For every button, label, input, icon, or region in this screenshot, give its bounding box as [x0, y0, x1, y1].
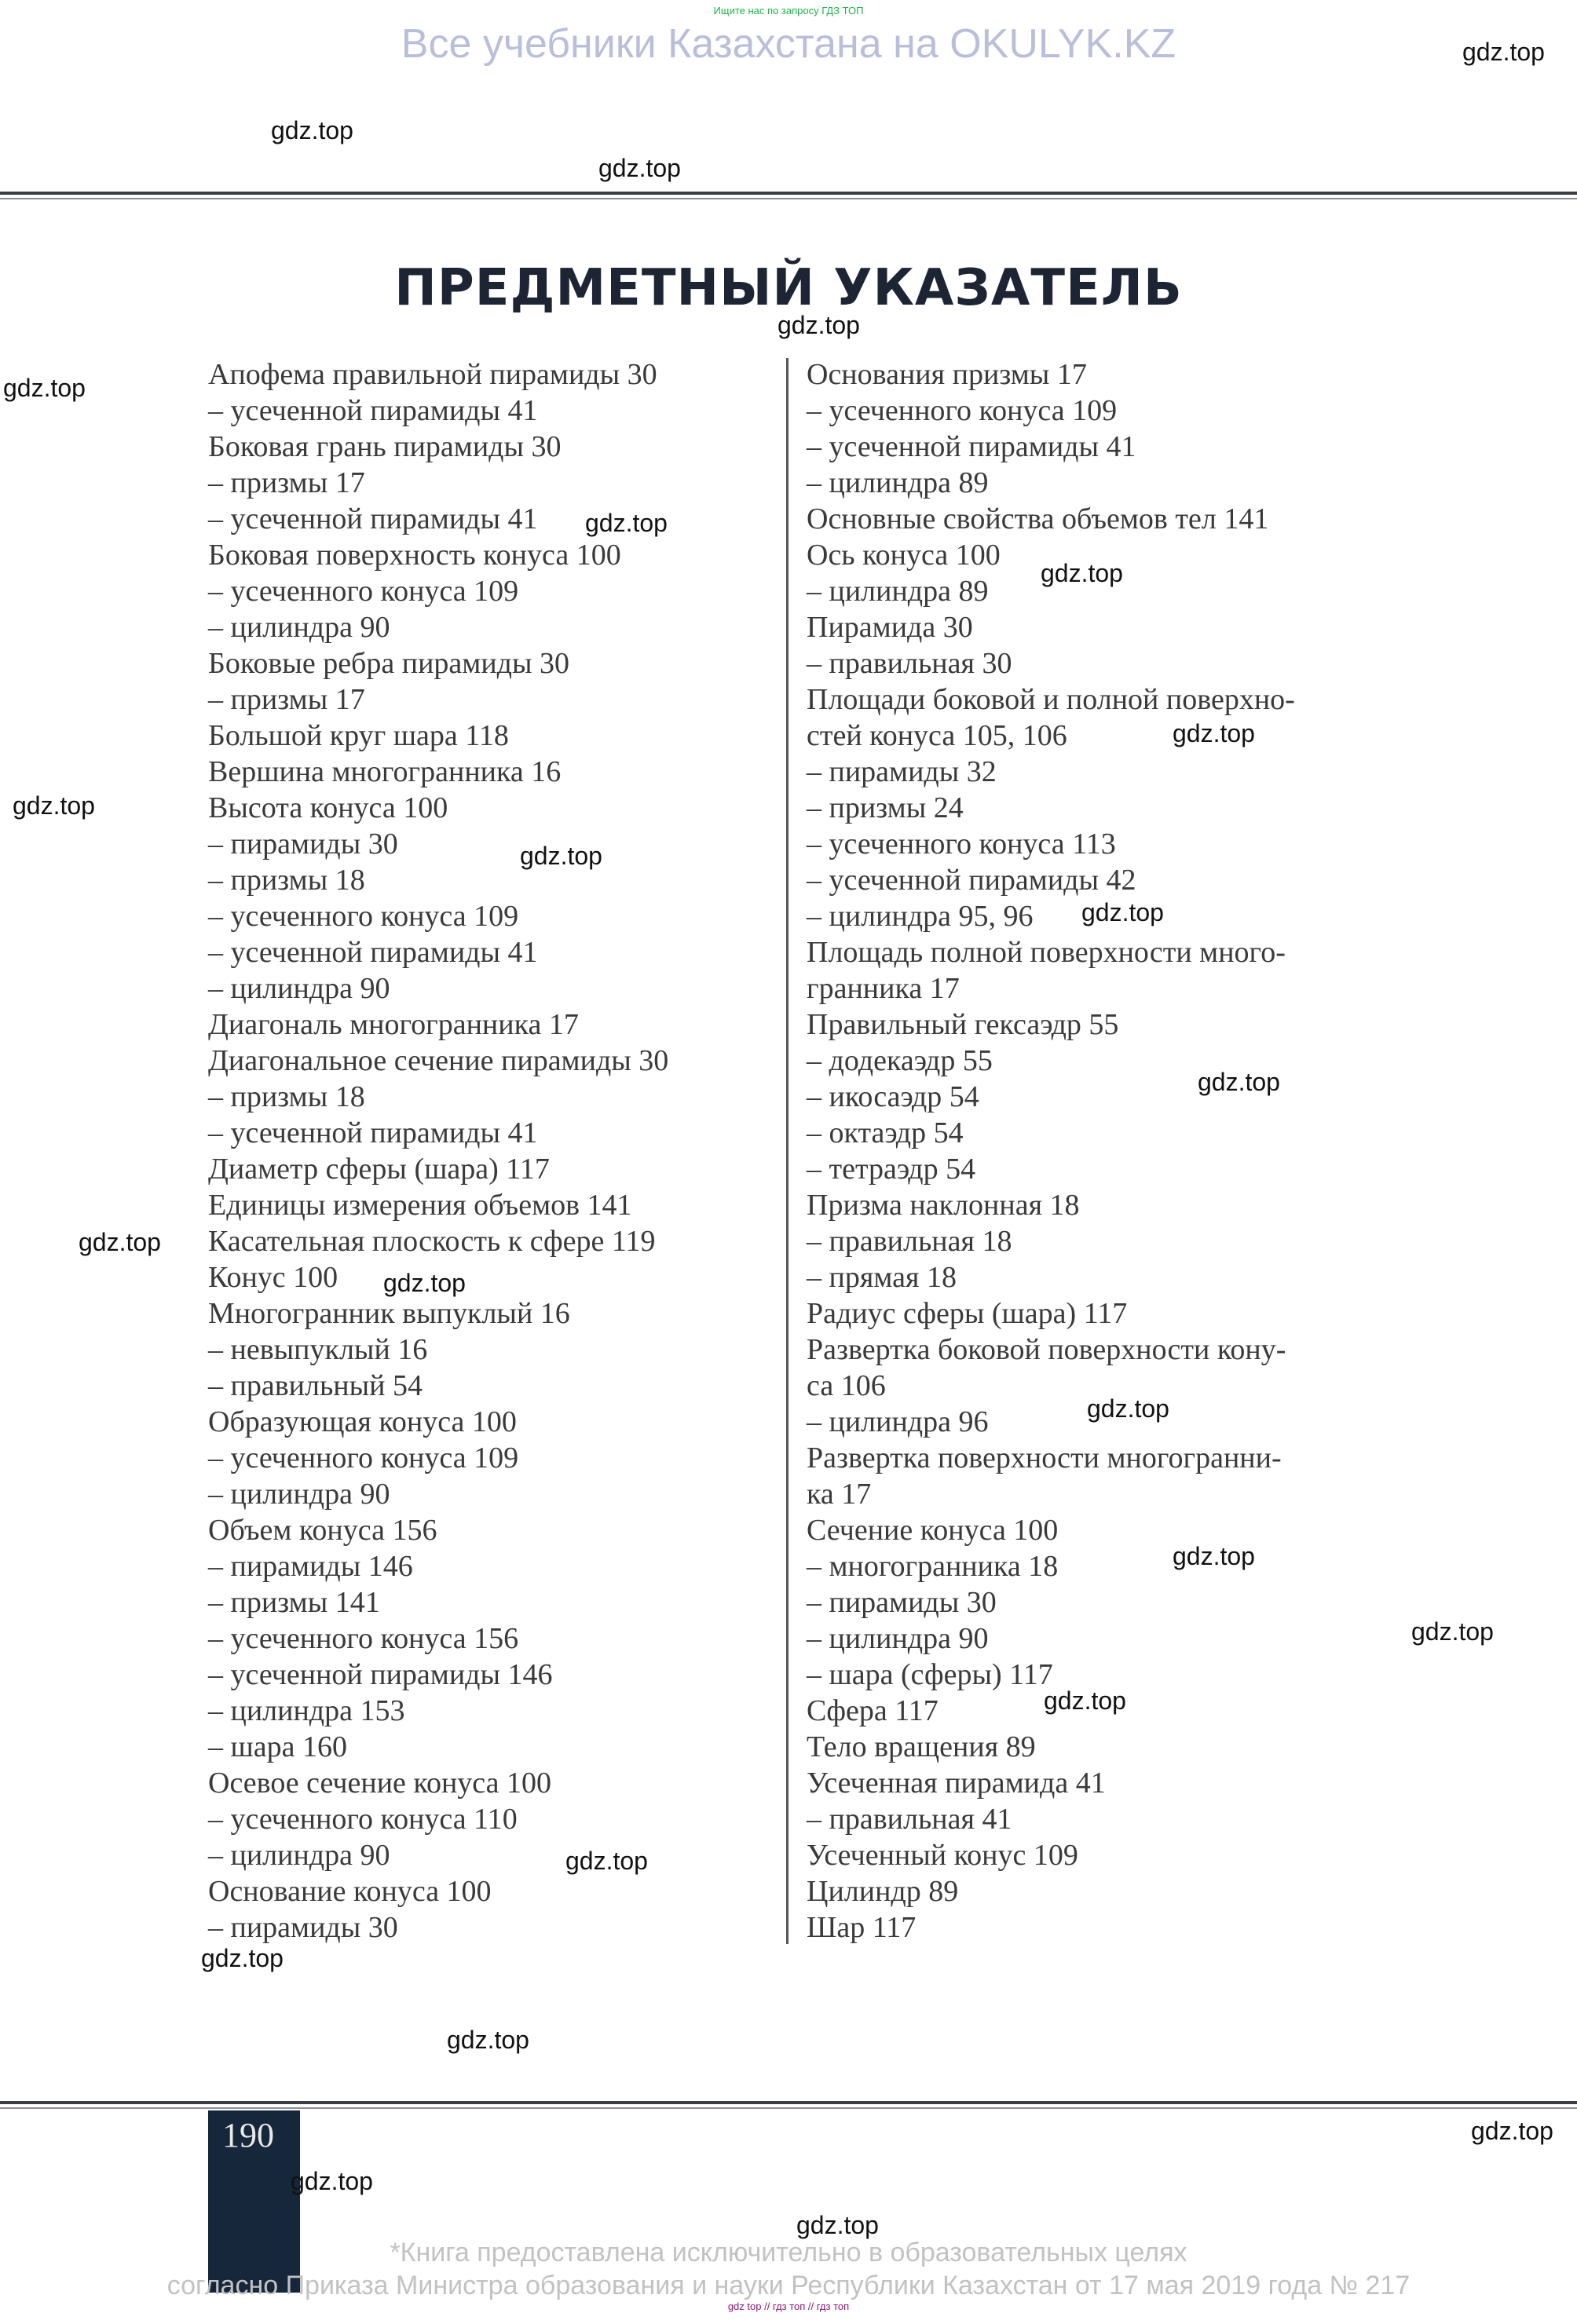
- index-entry: – октаэдр 54: [807, 1116, 964, 1149]
- index-entry: – призмы 141: [208, 1586, 380, 1619]
- watermark: gdz.top: [778, 311, 860, 339]
- index-entry: – пирамиды 146: [208, 1550, 413, 1583]
- index-entry: Усеченный конус 109: [807, 1839, 1078, 1872]
- index-entry: – пирамиды 32: [807, 755, 997, 788]
- watermark: gdz.top: [1411, 1617, 1494, 1646]
- index-entry: – призмы 17: [208, 683, 365, 716]
- index-entry: Образующая конуса 100: [208, 1405, 517, 1438]
- index-entry: – усеченного конуса 110: [208, 1803, 518, 1836]
- index-entry: – цилиндра 90: [208, 611, 390, 644]
- watermark: gdz.top: [598, 154, 681, 182]
- footer-disclaimer-line1: *Книга предоставлена исключительно в образовательных целях: [390, 2238, 1187, 2267]
- index-entry: – цилиндра 95, 96: [807, 900, 1034, 933]
- watermark: gdz.top: [585, 509, 668, 537]
- index-entry: Осевое сечение конуса 100: [208, 1767, 551, 1800]
- index-entry: – усеченного конуса 156: [208, 1622, 519, 1655]
- index-entry: Объем конуса 156: [208, 1514, 437, 1547]
- index-entry: ка 17: [807, 1478, 872, 1511]
- index-entry: – цилиндра 90: [208, 1839, 390, 1872]
- index-entry: Вершина многогранника 16: [208, 755, 562, 788]
- index-entry: Боковая поверхность конуса 100: [208, 539, 621, 572]
- index-entry: – усеченной пирамиды 41: [807, 430, 1136, 463]
- watermark: gdz.top: [447, 2026, 529, 2054]
- watermark: gdz.top: [1471, 2117, 1553, 2145]
- index-entry: – усеченного конуса 109: [208, 1442, 519, 1474]
- watermark: gdz.top: [1173, 1542, 1255, 1570]
- index-entry: – пирамиды 30: [208, 828, 398, 861]
- index-entry: Апофема правильной пирамиды 30: [208, 358, 657, 391]
- top-rule-thin: [0, 198, 1577, 199]
- watermark: gdz.top: [1081, 898, 1164, 926]
- footer-disclaimer-line2: согласно Приказа Министра образования и науки Республики Казахстан от 17 мая 2019 года № 217: [166, 2271, 1411, 2300]
- index-entry: – усеченной пирамиды 41: [208, 502, 538, 535]
- index-entry: – пирамиды 30: [208, 1911, 398, 1944]
- index-entry: – призмы 24: [807, 791, 964, 824]
- index-entry: – усеченной пирамиды 41: [208, 394, 538, 427]
- index-entry: Единицы измерения объемов 141: [208, 1189, 632, 1222]
- index-entry: са 106: [807, 1369, 886, 1402]
- index-entry: – призмы 17: [208, 466, 365, 499]
- index-entry: – призмы 18: [208, 1080, 365, 1113]
- index-entry: – шара 160: [208, 1730, 347, 1763]
- watermark: gdz.top: [3, 374, 86, 402]
- index-entry: – усеченного конуса 113: [807, 828, 1116, 861]
- index-entry: – призмы 18: [208, 864, 365, 897]
- index-entry: Основные свойства объемов тел 141: [807, 502, 1269, 535]
- watermark: gdz.top: [1198, 1068, 1280, 1096]
- index-entry: Призма наклонная 18: [807, 1189, 1080, 1222]
- index-entry: – пирамиды 30: [807, 1586, 997, 1619]
- page-title: ПРЕДМЕТНЫЙ УКАЗАТЕЛЬ: [394, 259, 1183, 317]
- watermark: gdz.top: [1462, 38, 1545, 66]
- watermark: gdz.top: [79, 1228, 161, 1256]
- index-entry: – правильный 54: [208, 1369, 423, 1402]
- watermark: gdz.top: [1173, 719, 1255, 747]
- index-entry: Ось конуса 100: [807, 539, 1001, 572]
- page-number: 190: [222, 2116, 274, 2154]
- index-entry: – правильная 30: [807, 647, 1012, 680]
- index-entry: – усеченной пирамиды 42: [807, 864, 1136, 897]
- footer-links[interactable]: gdz top // гдз топ // гдз топ: [727, 2300, 850, 2312]
- index-entry: – шара (сферы) 117: [807, 1658, 1053, 1691]
- watermark: gdz.top: [520, 842, 602, 870]
- index-entry: Развертка боковой поверхности кону-: [807, 1333, 1286, 1366]
- watermark: gdz.top: [383, 1269, 466, 1297]
- index-entry: Тело вращения 89: [807, 1730, 1036, 1763]
- index-entry: – тетраэдр 54: [807, 1153, 976, 1186]
- watermark: gdz.top: [201, 1944, 284, 1972]
- index-entry: – додекаэдр 55: [807, 1044, 993, 1077]
- index-entry: – усеченной пирамиды 41: [208, 1116, 538, 1149]
- index-entry: Сфера 117: [807, 1694, 939, 1727]
- watermark: gdz.top: [1087, 1394, 1169, 1423]
- index-entry: Диагональ многогранника 17: [208, 1008, 579, 1041]
- index-left-column: [208, 356, 774, 1946]
- index-entry: – цилиндра 89: [807, 466, 989, 499]
- column-divider: [786, 358, 788, 1944]
- index-entry: гранника 17: [807, 972, 960, 1005]
- index-entry: Площади боковой и полной поверхно-: [807, 683, 1295, 716]
- index-entry: Радиус сферы (шара) 117: [807, 1297, 1128, 1330]
- index-entry: Высота конуса 100: [208, 791, 448, 824]
- bottom-rule-thin: [0, 2107, 1577, 2109]
- bottom-rule: [0, 2101, 1577, 2104]
- index-entry: Диагональное сечение пирамиды 30: [208, 1044, 669, 1077]
- index-entry: – усеченной пирамиды 41: [208, 936, 538, 969]
- index-entry: Касательная плоскость к сфере 119: [208, 1225, 656, 1258]
- top-search-note: Ищите нас по запросу ГДЗ ТОП: [713, 5, 864, 16]
- index-entry: Боковая грань пирамиды 30: [208, 430, 562, 463]
- index-entry: – цилиндра 90: [807, 1622, 989, 1655]
- watermark: gdz.top: [1041, 559, 1123, 587]
- index-entry: Правильный гексаэдр 55: [807, 1008, 1119, 1041]
- index-entry: Пирамида 30: [807, 611, 973, 644]
- index-entry: – прямая 18: [807, 1261, 957, 1294]
- index-entry: Площадь полной поверхности много-: [807, 936, 1286, 969]
- watermark: gdz.top: [291, 2167, 373, 2195]
- index-entry: – невыпуклый 16: [208, 1333, 428, 1366]
- index-entry: Конус 100: [208, 1261, 338, 1294]
- index-entry: Сечение конуса 100: [807, 1514, 1059, 1547]
- index-entry: – цилиндра 90: [208, 1478, 390, 1511]
- index-entry: – усеченного конуса 109: [208, 575, 519, 608]
- index-entry: стей конуса 105, 106: [807, 719, 1067, 752]
- index-entry: Цилиндр 89: [807, 1875, 959, 1908]
- index-entry: Развертка поверхности многогранни-: [807, 1442, 1282, 1474]
- index-entry: Многогранник выпуклый 16: [208, 1297, 570, 1330]
- site-banner[interactable]: Все учебники Казахстана на OKULYK.KZ: [401, 21, 1176, 67]
- index-entry: – многогранника 18: [807, 1550, 1059, 1583]
- index-entry: – цилиндра 89: [807, 575, 989, 608]
- index-entry: Боковые ребра пирамиды 30: [208, 647, 570, 680]
- index-entry: – правильная 41: [807, 1803, 1012, 1836]
- index-entry: – усеченной пирамиды 146: [208, 1658, 553, 1691]
- index-entry: – икосаэдр 54: [807, 1080, 979, 1113]
- index-entry: – усеченного конуса 109: [208, 900, 519, 933]
- watermark: gdz.top: [796, 2211, 879, 2239]
- index-entry: Большой круг шара 118: [208, 719, 509, 752]
- index-entry: – правильная 18: [807, 1225, 1012, 1258]
- index-entry: Шар 117: [807, 1911, 917, 1944]
- top-rule: [0, 192, 1577, 195]
- watermark: gdz.top: [13, 791, 95, 820]
- watermark: gdz.top: [565, 1847, 648, 1875]
- index-entry: Диаметр сферы (шара) 117: [208, 1153, 550, 1186]
- index-entry: Основания призмы 17: [807, 358, 1087, 391]
- index-entry: – цилиндра 90: [208, 972, 390, 1005]
- index-entry: – цилиндра 153: [208, 1694, 405, 1727]
- index-entry: – цилиндра 96: [807, 1405, 989, 1438]
- watermark: gdz.top: [271, 116, 353, 144]
- index-entry: Усеченная пирамида 41: [807, 1767, 1106, 1800]
- index-entry: – усеченного конуса 109: [807, 394, 1118, 427]
- watermark: gdz.top: [1044, 1686, 1126, 1715]
- index-entry: Основание конуса 100: [208, 1875, 492, 1908]
